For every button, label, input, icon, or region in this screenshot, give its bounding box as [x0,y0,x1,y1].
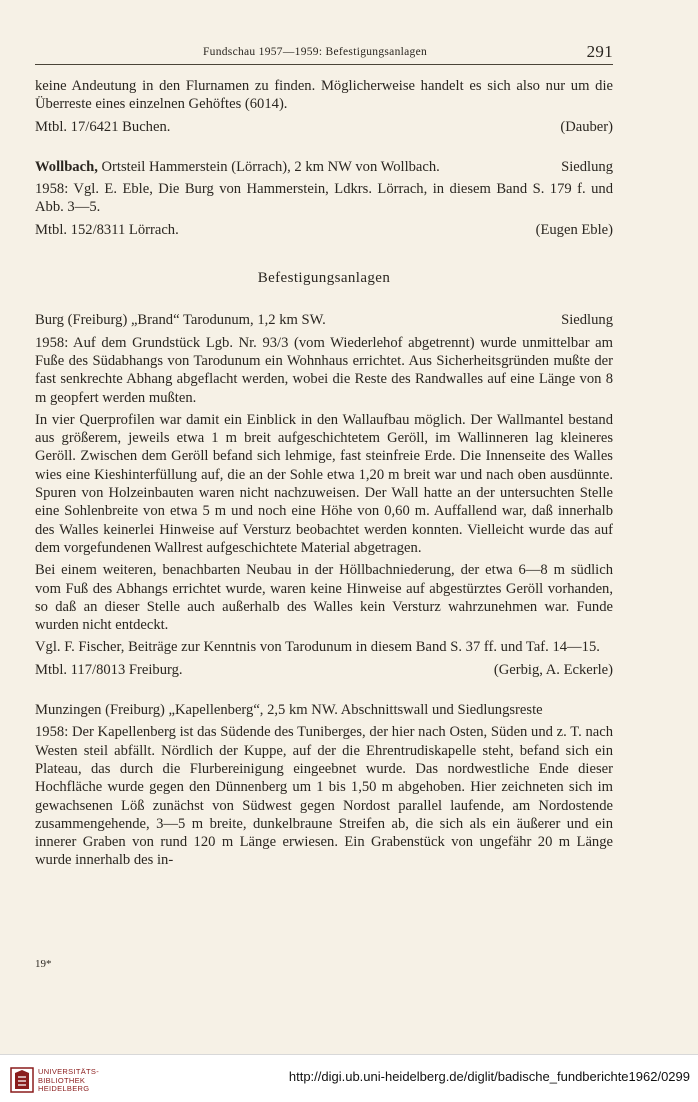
logo-text [38,1068,99,1094]
mtbl-reference: Mtbl. 117/8013 Freiburg. [35,661,183,678]
logo-line: HEIDELBERG [38,1084,90,1093]
paragraph: keine Andeutung in den Flurnamen zu finden. Möglicherweise handelt es sich also nur um die Überreste eines einzelnen Gehöftes (6014). [35,78,613,113]
paragraph: 1958: Auf dem Grundstück Lgb. Nr. 93/3 (vom Wiederlehof abgetrennt) wurde unmittelbar am Fuße des Südabhangs von Tarodunum ein Wohnhaus errichtet. Aus Sicherheitsgründen mußte der fast senkrechte Abhang abgeflacht werden, wobei die Reste des Randwalles auf eine Länge von 8 m geopfert werden mußten. [35,334,613,406]
place-name: Burg [35,312,64,329]
paragraph: Vgl. F. Fischer, Beiträge zur Kenntnis von Tarodunum in diesem Band S. 37 ff. und Taf. 14—15. [35,639,600,656]
logo-line: UNIVERSITÄTS- [38,1067,99,1076]
author-credit: (Dauber) [560,118,613,135]
mtbl-reference: Mtbl. 17/6421 Buchen. [35,118,171,135]
author-credit: (Eugen Eble) [535,221,613,238]
mtbl-line [35,661,613,679]
mtbl-line [35,221,613,239]
paragraph: Bei einem weiteren, benachbarten Neubau in der Höllbachniederung, der etwa 6—8 m südlich vom Fuß des Abhangs errichtet wurde, waren keine Hinweise auf abgestürztes Geröll vorhanden, so daß an dieser Stelle auch außerhalb des Walles kein Versturz wahrzunehmen war. Funde wurden nicht entdeckt. [35,562,613,634]
running-title: Fundschau 1957—1959: Befestigungsanlagen [202,46,428,58]
footer-bar [0,1054,698,1102]
paragraph: 1958: Der Kapellenberg ist das Südende des Tuniberges, der hier nach Osten, Süden und z. T. nach Westen steil abfällt. Nördlich der Kuppe, auf der die Ehrentrudiskapelle steht, befand sich ein Plateau, das durch die Flurbereinigung eingeebnet wurde. Das nordwestliche Ende dieser Hochfläche wurde gegen den Dünnenberg um 1 bis 1,50 m abgehoben. Hier zeichneten sich im gewachsenen Löß zunächst von Südwest gegen Nordost parallel laufende, am Nordostende zusammengehende, 3—5 m breite, dunkelbraune Streifen ab, die sich als ein äußerer und ein innerer Graben von rund 120 m Länge erwiesen. Ein Grabenstück von ungefähr 20 m Länge wurde innerhalb des in- [35,724,613,869]
site-type: Siedlung [561,158,613,175]
entry-heading-burg [35,311,613,329]
logo-line: BIBLIOTHEK [38,1075,86,1085]
body-text [35,77,613,870]
paragraph: 1958: Vgl. E. Eble, Die Burg von Hammerstein, Ldkrs. Lörrach, in diesem Band S. 179 f. und Abb. 3—5. [35,181,613,216]
place-location: Ortsteil Hammerstein (Lörrach), 2 km NW von Wollbach. [101,158,440,175]
place-name: Wollbach, [35,158,98,175]
section-heading: Befestigungsanlagen [257,270,391,287]
mtbl-line [35,118,613,136]
author-credit: (Gerbig, A. Eckerle) [493,661,613,678]
entry-heading-wollbach [35,158,613,176]
place-name: Munzingen [35,702,102,719]
university-library-logo-icon [10,1067,34,1093]
signature-mark: 19* [35,958,52,970]
place-location: (Freiburg) „Brand“ Tarodunum, 1,2 km SW. [67,312,326,329]
site-type: Siedlung [561,312,613,329]
mtbl-reference: Mtbl. 152/8311 Lörrach. [35,221,179,238]
page-number: 291 [586,42,613,61]
header-rule [35,64,613,65]
entry-heading-munzingen [35,701,613,719]
source-url-link[interactable]: http://digi.ub.uni-heidelberg.de/diglit/badische_fundberichte1962/0299 [288,1069,690,1084]
paragraph: In vier Querprofilen war damit ein Einblick in den Wallaufbau möglich. Der Wallmantel bestand aus größerem, jeweils etwa 1 m breit aufgeschichtetem Geröll, im Wallinneren lag kleineres Geröll. Zwischen dem Geröll befand sich lehmige, fast steinfreie Erde. Die Innenseite des Walles wies eine Kieshinterfüllung auf, die an der Sohle etwa 1,20 m breit war und nach oben ausdünnte. Spuren von Holzeinbauten waren nicht nachzuweisen. Der Wall hatte an der untersuchten Stelle eine Sohlenbreite von etwa 5 m und noch eine Höhe von 0,60 m. Auffallend war, daß innerhalb des Walles keinerlei Hinweise auf Versturz beobachtet werden konnten. Vielleicht wurde das auf dem vorgefundenen Wallrest aufgeschichtete Material abgetragen. [35,411,613,556]
place-location: (Freiburg) „Kapellenberg“, 2,5 km NW. Abschnittswall und Siedlungsreste [105,702,543,719]
